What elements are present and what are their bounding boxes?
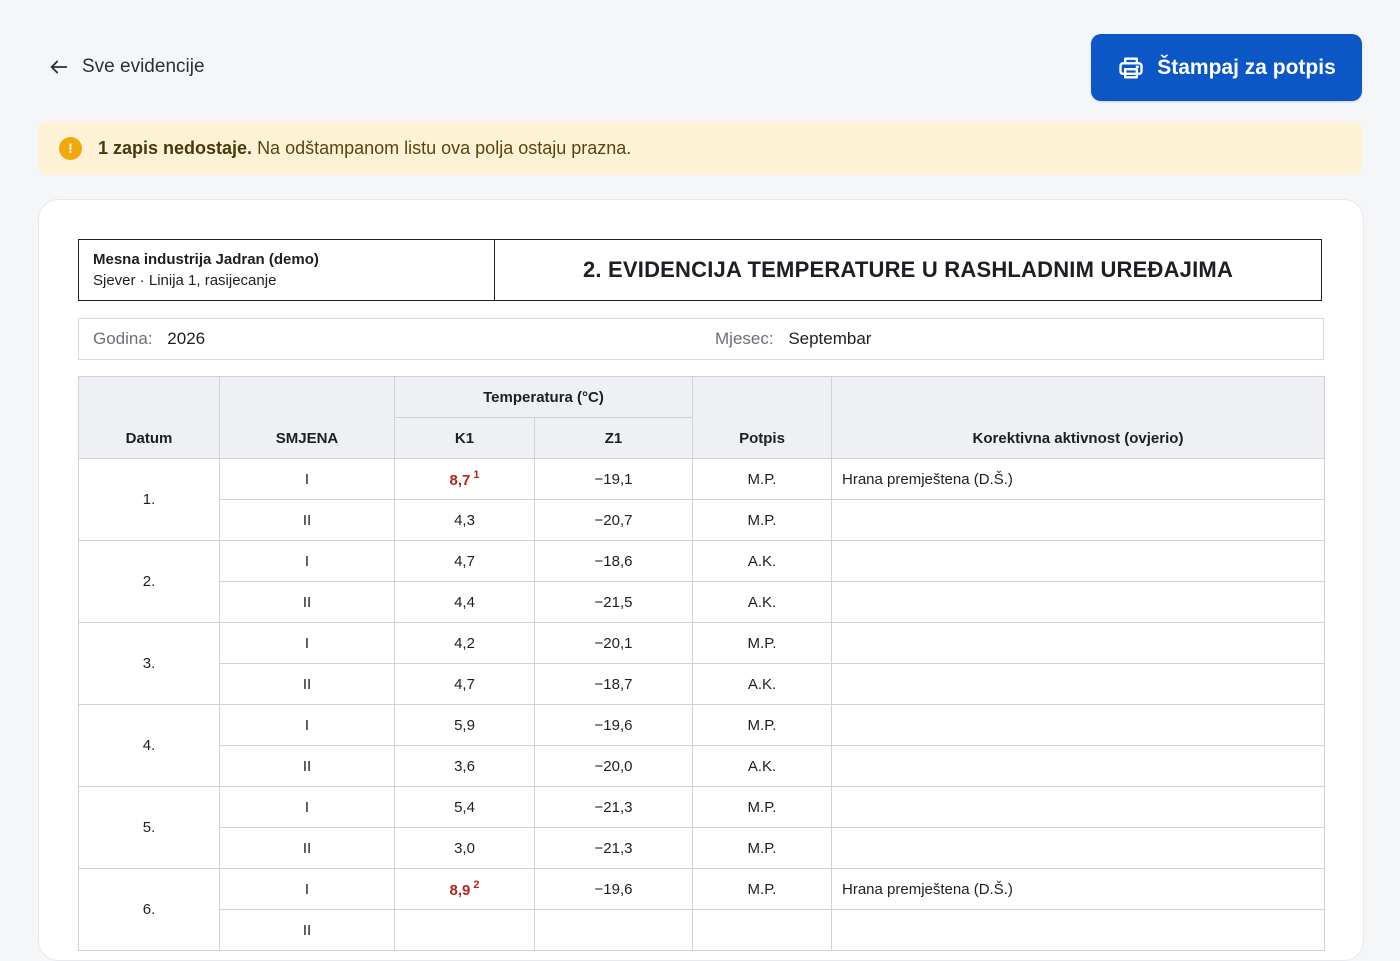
table-row (79, 623, 1325, 664)
table-row (79, 828, 1325, 869)
corrective-action-cell (832, 828, 1325, 869)
k1-cell: 4,7 (395, 664, 535, 705)
signature-cell: M.P. (693, 500, 832, 541)
k1-flagged-value (449, 468, 480, 489)
shift-cell: I (220, 705, 395, 746)
warning-strong-text: 1 zapis nedostaje. (98, 137, 253, 158)
date-cell: 6. (79, 869, 220, 951)
header-corrective-action: Korektivna aktivnost (ovjerio) (832, 377, 1325, 459)
z1-cell: −20,1 (535, 623, 693, 664)
document-card (38, 199, 1364, 961)
company-box (79, 240, 495, 300)
corrective-action-cell (832, 623, 1325, 664)
shift-cell: II (220, 582, 395, 623)
signature-cell: M.P. (693, 787, 832, 828)
k1-cell: 5,9 (395, 705, 535, 746)
printer-icon (1117, 54, 1145, 82)
k1-cell: 4,2 (395, 623, 535, 664)
corrective-action-cell (832, 500, 1325, 541)
year-field (93, 329, 205, 349)
table-row (79, 705, 1325, 746)
shift-cell: II (220, 664, 395, 705)
header-z1: Z1 (535, 418, 693, 459)
table-row (79, 664, 1325, 705)
footnote-marker[interactable]: 2 (473, 878, 480, 891)
header-shift: SMJENA (220, 377, 395, 459)
k1-cell (395, 910, 535, 951)
warning-text: Na odštampanom listu ova polja ostaju prazna. (257, 137, 632, 158)
corrective-action-cell (832, 787, 1325, 828)
k1-cell (395, 869, 535, 910)
z1-cell: −21,3 (535, 828, 693, 869)
company-name: Mesna industrija Jadran (demo) (93, 251, 319, 268)
signature-cell: M.P. (693, 623, 832, 664)
shift-cell: II (220, 910, 395, 951)
z1-cell: −18,6 (535, 541, 693, 582)
z1-cell: −19,1 (535, 459, 693, 500)
year-value: 2026 (167, 329, 206, 348)
corrective-action-cell (832, 910, 1325, 951)
table-row (79, 787, 1325, 828)
date-cell: 1. (79, 459, 220, 541)
k1-cell: 4,7 (395, 541, 535, 582)
k1-value: 8,7 (449, 471, 471, 489)
z1-cell: −20,7 (535, 500, 693, 541)
month-field (715, 329, 871, 349)
z1-cell: −19,6 (535, 705, 693, 746)
signature-cell: M.P. (693, 828, 832, 869)
table-row (79, 910, 1325, 951)
shift-cell: I (220, 869, 395, 910)
month-value: Septembar (788, 329, 872, 348)
corrective-action-cell (832, 582, 1325, 623)
signature-cell: A.K. (693, 664, 832, 705)
missing-records-warning (38, 121, 1362, 175)
k1-flagged-value (449, 878, 480, 899)
table-row (79, 746, 1325, 787)
shift-cell: I (220, 787, 395, 828)
header-date: Datum (79, 377, 220, 459)
header-signature: Potpis (693, 377, 832, 459)
exclamation-icon: ! (59, 137, 82, 160)
table-row (79, 459, 1325, 500)
corrective-action-cell (832, 705, 1325, 746)
back-link[interactable] (48, 52, 205, 82)
corrective-action-cell (832, 541, 1325, 582)
table-row (79, 541, 1325, 582)
header-k1: K1 (395, 418, 535, 459)
table-row (79, 869, 1325, 910)
signature-cell (693, 910, 832, 951)
temperature-log-table (78, 376, 1325, 951)
print-button-label: Štampaj za potpis (1157, 55, 1336, 79)
z1-cell: −21,5 (535, 582, 693, 623)
footnote-marker[interactable]: 1 (473, 468, 480, 481)
shift-cell: II (220, 500, 395, 541)
signature-cell: M.P. (693, 869, 832, 910)
header-temperature: Temperatura (°C) (395, 377, 693, 418)
z1-cell: −21,3 (535, 787, 693, 828)
year-label: Godina: (93, 329, 153, 348)
z1-cell (535, 910, 693, 951)
date-cell: 4. (79, 705, 220, 787)
top-bar (0, 0, 1400, 110)
month-label: Mjesec: (715, 329, 774, 348)
k1-cell: 4,3 (395, 500, 535, 541)
date-cell: 3. (79, 623, 220, 705)
shift-cell: I (220, 459, 395, 500)
k1-cell: 3,0 (395, 828, 535, 869)
signature-cell: A.K. (693, 746, 832, 787)
z1-cell: −18,7 (535, 664, 693, 705)
back-link-label: Sve evidencije (82, 56, 205, 77)
z1-cell: −19,6 (535, 869, 693, 910)
period-row (78, 318, 1324, 360)
date-cell: 5. (79, 787, 220, 869)
k1-cell: 5,4 (395, 787, 535, 828)
table-row (79, 582, 1325, 623)
document-title: 2. EVIDENCIJA TEMPERATURE U RASHLADNIM UREĐAJIMA (582, 257, 1234, 282)
shift-cell: II (220, 746, 395, 787)
corrective-action-cell (832, 664, 1325, 705)
z1-cell: −20,0 (535, 746, 693, 787)
signature-cell: A.K. (693, 582, 832, 623)
k1-value: 8,9 (449, 881, 471, 899)
signature-cell: M.P. (693, 705, 832, 746)
document-header (78, 239, 1322, 301)
date-cell: 2. (79, 541, 220, 623)
shift-cell: II (220, 828, 395, 869)
signature-cell: A.K. (693, 541, 832, 582)
arrow-left-icon (48, 56, 70, 78)
shift-cell: I (220, 541, 395, 582)
signature-cell: M.P. (693, 459, 832, 500)
table-row (79, 500, 1325, 541)
k1-cell: 3,6 (395, 746, 535, 787)
k1-cell: 4,4 (395, 582, 535, 623)
corrective-action-cell: Hrana premještena (D.Š.) (832, 459, 1325, 500)
corrective-action-cell (832, 746, 1325, 787)
shift-cell: I (220, 623, 395, 664)
corrective-action-cell: Hrana premještena (D.Š.) (832, 869, 1325, 910)
k1-cell (395, 459, 535, 500)
company-location: Sjever · Linija 1, rasijecanje (93, 272, 277, 289)
print-for-signature-button[interactable] (1091, 34, 1362, 101)
